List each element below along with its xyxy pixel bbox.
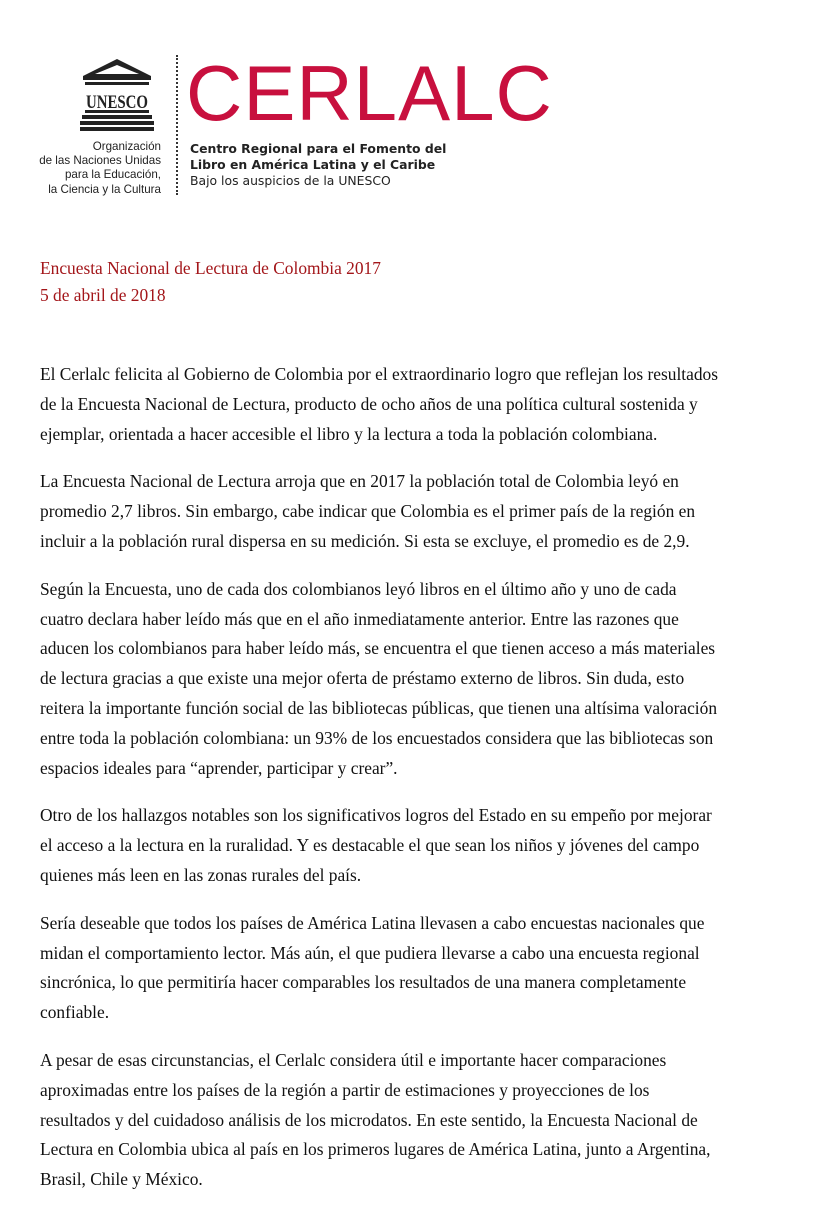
unesco-temple-logo [80,58,154,134]
cerlalc-subtitle-line: Centro Regional para el Fomento del [190,141,447,156]
unesco-line: la Ciencia y la Cultura [48,182,161,196]
text-line: aducen los colombianos para haber leído más, se encuentra el que tienen acceso a más materiales [40,638,716,659]
text-line: de lectura gracias a que existe una mejor oferta de préstamo externo de libros. Sin duda, esto [40,668,685,689]
text-line: espacios ideales para “aprender, participar y crear”. [40,757,398,778]
text-line: La Encuesta Nacional de Lectura arroja que en 2017 la población total de Colombia leyó en [40,471,679,492]
paragraph [40,360,812,449]
text-line: A pesar de esas circunstancias, el Cerlalc considera útil e importante hacer comparaciones [40,1049,667,1070]
text-line: aproximadas entre los países de la región a partir de estimaciones y proyecciones de los [40,1079,650,1100]
paragraph [40,575,812,784]
text-line: promedio 2,7 libros. Sin embargo, cabe indicar que Colombia es el primer país de la región en [40,501,696,522]
paragraph [40,467,812,556]
cerlalc-subtitle [190,141,446,190]
text-line: resultados y del cuidadoso análisis de los microdatos. En este sentido, la Encuesta Nacional de [40,1109,698,1130]
paragraph [40,909,812,1028]
text-line: ejemplar, orientada a hacer accesible el libro y la lectura a toda la población colombiana. [40,423,658,444]
text-line: Otro de los hallazgos notables son los significativos logros del Estado en su empeño por mejorar [40,805,712,826]
document-body [40,360,812,1213]
text-line: Lectura en Colombia ubica al país en los primeros lugares de América Latina, junto a Argentina, [40,1139,711,1160]
text-line: entre toda la población colombiana: un 93% de los encuestados considera que las bibliotecas son [40,727,714,748]
text-line: confiable. [40,1002,110,1023]
text-line: Brasil, Chile y México. [40,1169,203,1190]
text-line: el acceso a la lectura en la ruralidad. Y es destacable el que sean los niños y jóvenes del campo [40,835,700,856]
unesco-line: Organización [92,140,161,153]
letterhead [0,0,817,230]
text-line: cuatro declara haber leído más que en el año inmediatamente anterior. Entre las razones que [40,608,679,629]
text-line: sincrónica, lo que permitiría hacer comparables los resultados de una manera completamente [40,972,687,993]
cerlalc-auspices: Bajo los auspicios de la UNESCO [190,173,391,189]
header-divider [176,55,178,195]
cerlalc-logo: CERLALC [186,49,553,137]
text-line: Según la Encuesta, uno de cada dos colombianos leyó libros en el último año y uno de cada [40,578,677,599]
document-date: 5 de abril de 2018 [40,285,166,305]
text-line: de la Encuesta Nacional de Lectura, producto de ocho años de una política cultural sostenida y [40,393,698,414]
document-title: Encuesta Nacional de Lectura de Colombia 2017 [40,258,381,278]
unesco-logo-text: UNESCO [86,92,148,113]
text-line: incluir a la población rural dispersa en su medición. Si esta se excluye, el promedio es de 2,9. [40,530,690,551]
text-line: midan el comportamiento lector. Más aún, el que pudiera llevarse a cabo una encuesta regional [40,942,700,963]
text-line: quienes más leen en las zonas rurales del país. [40,864,362,885]
unesco-organization-name [39,140,161,197]
paragraph [40,1046,812,1195]
cerlalc-subtitle-line: Libro en América Latina y el Caribe [190,157,436,173]
unesco-line: de las Naciones Unidas [39,154,161,168]
text-line: reitera la importante función social de las bibliotecas públicas, que tienen una altísima valoración [40,697,718,718]
text-line: El Cerlalc felicita al Gobierno de Colombia por el extraordinario logro que reflejan los resultados [40,364,719,384]
paragraph [40,801,812,890]
unesco-line: para la Educación, [64,168,161,182]
text-line: Sería deseable que todos los países de América Latina llevasen a cabo encuestas nacionales que [40,912,705,933]
